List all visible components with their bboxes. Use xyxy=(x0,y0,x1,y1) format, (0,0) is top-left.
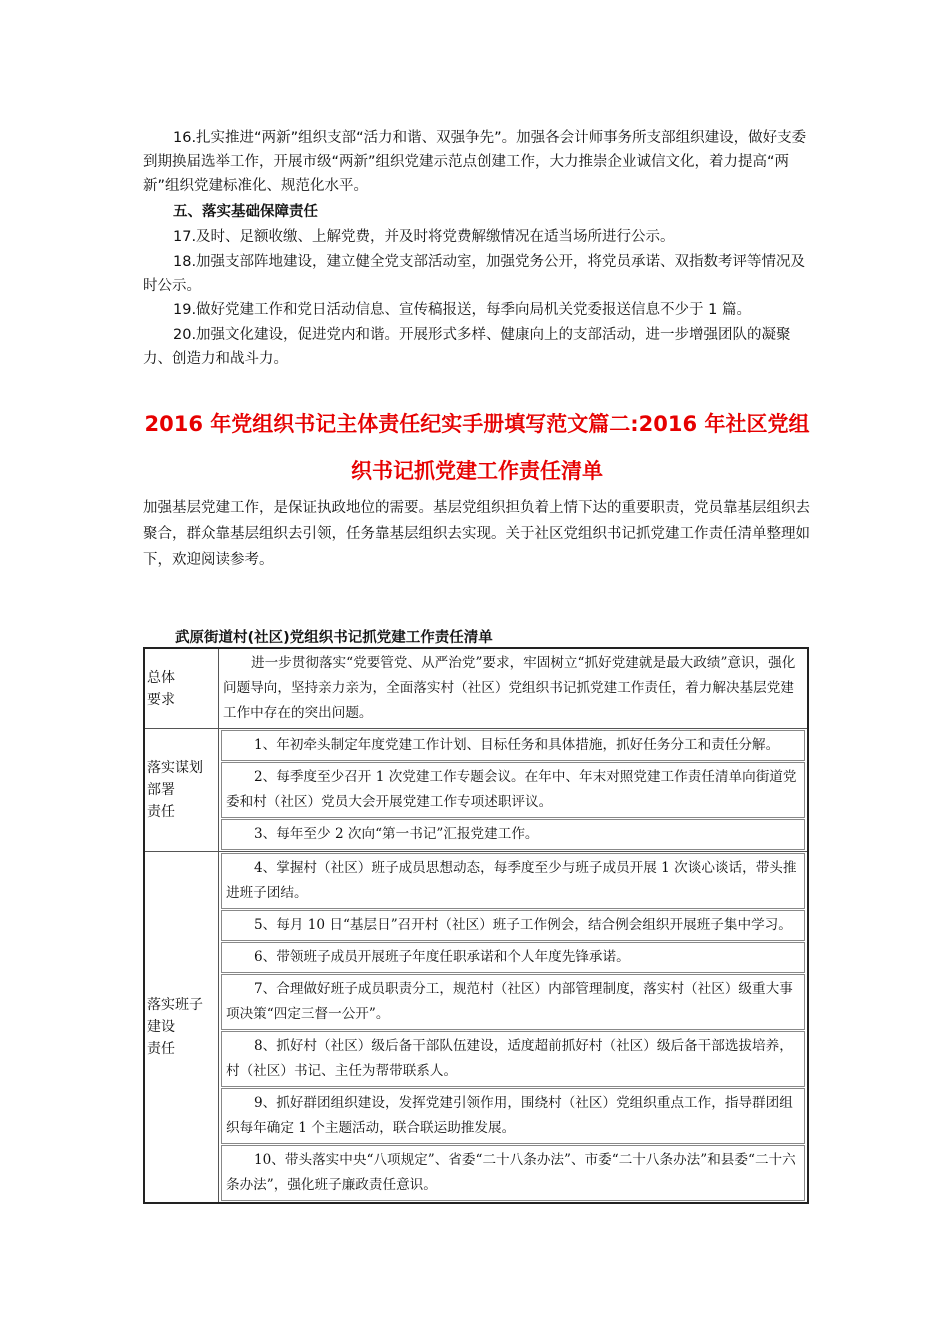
table-caption: 武原街道村(社区)党组织书记抓党建工作责任清单 xyxy=(175,630,493,646)
article-intro: 加强基层党建工作，是保证执政地位的需要。基层党组织担负着上情下达的重要职责，党员靠基层组织去聚合，群众靠基层组织去引领，任务靠基层组织去实现。关于社区党组织书记抓党建工作责任清单整理如下，欢迎阅读参考。 xyxy=(143,500,810,568)
table-item: 进一步贯彻落实“党要管党、从严治党”要求，牢固树立“抓好党建就是最大政绩”意识，强化问题导向，坚持亲力亲为，全面落实村（社区）党组织书记抓党建工作责任，着力解决基层党建工作中存在的突出问题。 xyxy=(223,655,796,721)
section-label xyxy=(145,649,219,728)
section-label xyxy=(145,852,219,1202)
label-line: 部署 xyxy=(147,782,175,798)
label-line: 责任 xyxy=(147,1041,175,1057)
table-item: 3、每年至少 2 次向“第一书记”汇报党建工作。 xyxy=(221,819,805,850)
paragraph-20: 20.加强文化建设，促进党内和谐。开展形式多样、健康向上的支部活动，进一步增强团队的凝聚力、创造力和战斗力。 xyxy=(143,327,791,367)
table-section-planning xyxy=(145,729,807,852)
label-line: 落实谋划 xyxy=(147,760,203,776)
paragraph-16: 16.扎实推进“两新”组织支部“活力和谐、双强争先”。加强各会计师事务所支部组织建设，做好支委到期换届选举工作，开展市级“两新”组织党建示范点创建工作，大力推崇企业诚信文化，着力提高“两新”组织党建标准化、规范化水平。 xyxy=(143,130,807,194)
table-item: 9、抓好群团组织建设，发挥党建引领作用，围绕村（社区）党组织重点工作，指导群团组织每年确定 1 个主题活动，联合联运助推发展。 xyxy=(221,1088,805,1144)
responsibility-table xyxy=(143,647,809,1204)
article-title-line1: 2016 年党组织书记主体责任纪实手册填写范文篇二:2016 年社区党组 xyxy=(144,412,810,436)
table-item: 2、每季度至少召开 1 次党建工作专题会议。在年中、年末对照党建工作责任清单向街道党委和村（社区）党员大会开展党建工作专项述职评议。 xyxy=(221,762,805,818)
table-item: 7、合理做好班子成员职责分工，规范村（社区）内部管理制度，落实村（社区）级重大事项决策“四定三督一公开”。 xyxy=(221,974,805,1030)
table-item: 6、带领班子成员开展班子年度任职承诺和个人年度先锋承诺。 xyxy=(221,942,805,973)
table-section-overall xyxy=(145,649,807,729)
section-heading-5: 五、落实基础保障责任 xyxy=(173,204,318,220)
label-line: 建设 xyxy=(147,1019,175,1035)
table-item: 8、抓好村（社区）级后备干部队伍建设，适度超前抓好村（社区）级后备干部选拔培养，村（社区）书记、主任为帮带联系人。 xyxy=(221,1031,805,1087)
paragraph-17: 17.及时、足额收缴、上解党费，并及时将党费解缴情况在适当场所进行公示。 xyxy=(173,229,675,245)
table-item: 10、带头落实中央“八项规定”、省委“二十八条办法”、市委“二十八条办法”和县委“二十六条办法”，强化班子廉政责任意识。 xyxy=(221,1145,805,1201)
paragraph-19: 19.做好党建工作和党日活动信息、宣传稿报送，每季向局机关党委报送信息不少于 1 篇。 xyxy=(173,302,752,318)
article-title-line2: 织书记抓党建工作责任清单 xyxy=(351,459,603,483)
table-item: 4、掌握村（社区）班子成员思想动态，每季度至少与班子成员开展 1 次谈心谈话，带头推进班子团结。 xyxy=(221,853,805,909)
table-item: 5、每月 10 日“基层日”召开村（社区）班子工作例会，结合例会组织开展班子集中学习。 xyxy=(221,910,805,941)
section-label xyxy=(145,729,219,851)
label-line: 要求 xyxy=(147,691,175,708)
table-section-team xyxy=(145,852,807,1202)
label-line: 落实班子 xyxy=(147,997,203,1013)
label-line: 总体 xyxy=(147,669,175,686)
label-line: 责任 xyxy=(147,804,175,820)
paragraph-18: 18.加强支部阵地建设，建立健全党支部活动室，加强党务公开，将党员承诺、双指数考评等情况及时公示。 xyxy=(143,254,806,294)
table-item: 1、年初牵头制定年度党建工作计划、目标任务和具体措施，抓好任务分工和责任分解。 xyxy=(221,730,805,761)
